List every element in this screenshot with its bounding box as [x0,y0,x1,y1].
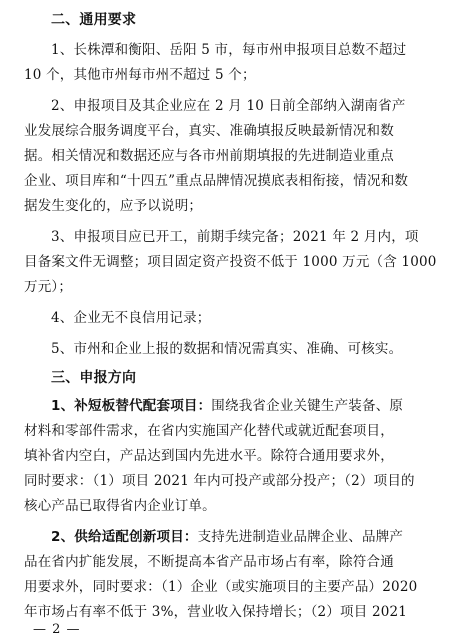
requirement-3-line-1: 3、申报项目应已开工，前期手续完备；2021 年 2 月内，项 [51,229,419,245]
direction-2-line-2: 品在省内扩能发展，不断提高本省产品市场占有率，除符合通 [24,554,394,570]
direction-1-line-2: 材料和零部件需求，在省内实施国产化替代或就近配套项目， [24,423,394,439]
requirement-1-line-2: 10 个，其他市州每市州不超过 5 个； [24,67,256,83]
requirement-3-line-3: 万元）； [24,279,73,295]
direction-2-text-start: 支持先进制造业品牌企业、品牌产 [197,529,404,545]
direction-1-line-1 [51,398,444,414]
requirement-2-line-1: 2、申报项目及其企业应在 2 月 10 日前全部纳入湖南省产 [51,98,406,114]
section-heading-general-requirements: 二、通用要求 [51,12,137,28]
direction-2-line-3: 用要求外，同时要求：（1）企业（或实施项目的主要产品）2020 [24,579,418,595]
page-number: — 2 — [33,622,81,637]
direction-1-line-4: 同时要求：（1）项目 2021 年内可投产或部分投产；（2）项目的 [24,473,415,489]
requirement-1-line-1: 1、长株潭和衡阳、岳阳 5 市，每市州申报项目总数不超过 [51,42,407,58]
requirement-3-line-2: 目备案文件无调整；项目固定资产投资不低于 1000 万元（含 1000 [24,254,437,270]
section-heading-application-directions: 三、申报方向 [51,370,137,386]
requirement-2-line-5: 据发生变化的，应予以说明； [24,198,203,214]
requirement-2-line-3: 据。相关情况和数据还应与各市州前期填报的先进制造业重点 [24,148,394,164]
direction-2-line-4: 年市场占有率不低于 3%，营业收入保持增长；（2）项目 2021 [24,604,408,620]
requirement-2-line-2: 业发展综合服务调度平台，真实、准确填报反映最新情况和数 [24,123,394,139]
direction-1-line-5: 核心产品已取得省内企业订单。 [24,498,216,514]
direction-2-line-1 [51,529,444,545]
direction-2-title: 2、供给适配创新项目： [51,529,198,545]
requirement-5: 5、市州和企业上报的数据和情况需真实、准确、可核实。 [51,341,403,357]
direction-1-title: 1、补短板替代配套项目： [51,398,212,414]
requirement-2-line-4: 企业、项目库和“十四五”重点品牌情况摸底表相衔接，情况和数 [24,173,409,189]
requirement-4: 4、企业无不良信用记录； [51,310,211,326]
direction-1-text-start: 围绕我省企业关键生产装备、原 [211,398,404,414]
direction-1-line-3: 填补省内空白，产品达到国内先进水平。除符合通用要求外， [24,448,394,464]
